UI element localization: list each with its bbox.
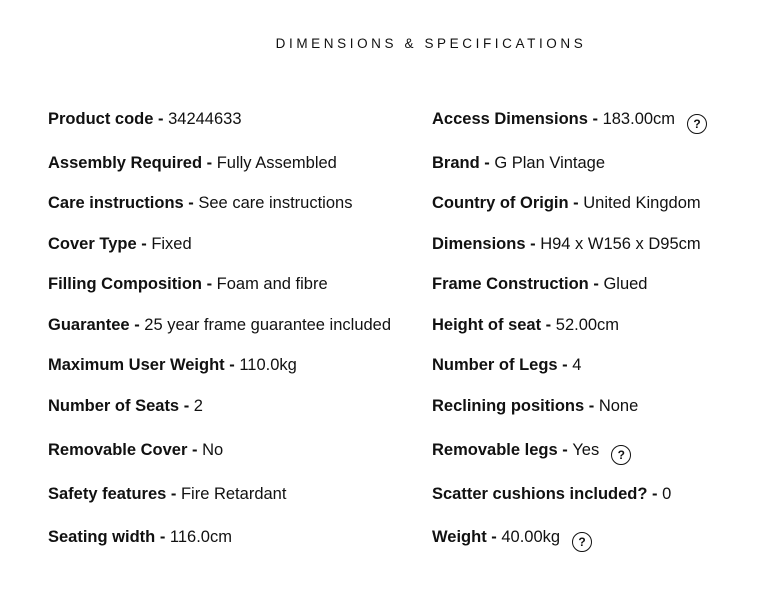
spec-label: Number of Seats - xyxy=(48,397,194,415)
spec-value: No xyxy=(202,441,224,459)
spec-dimensions xyxy=(432,234,701,254)
spec-seating-width xyxy=(48,527,232,547)
spec-cover-type xyxy=(48,234,192,254)
spec-removable-legs xyxy=(432,440,631,465)
spec-label: Reclining positions - xyxy=(432,397,599,415)
spec-value: 34244633 xyxy=(168,110,242,128)
spec-label: Safety features - xyxy=(48,485,181,503)
spec-label: Assembly Required - xyxy=(48,154,217,172)
spec-label: Scatter cushions included? - xyxy=(432,485,663,503)
spec-label: Seating width - xyxy=(48,528,170,546)
spec-value: United Kingdom xyxy=(583,194,701,212)
spec-value: 2 xyxy=(193,397,203,415)
spec-value: G Plan Vintage xyxy=(494,154,606,172)
spec-label: Height of seat - xyxy=(432,316,556,334)
help-icon[interactable]: ? xyxy=(572,532,592,552)
spec-scatter-cushions xyxy=(432,484,671,504)
spec-reclining-positions xyxy=(432,396,638,416)
spec-label: Number of Legs - xyxy=(432,356,573,374)
spec-maximum-user-weight xyxy=(48,355,297,375)
spec-value: Fire Retardant xyxy=(180,485,287,503)
spec-product-code xyxy=(48,109,242,129)
spec-value: H94 x W156 x D95cm xyxy=(540,235,701,253)
help-icon[interactable]: ? xyxy=(687,114,707,134)
spec-label: Filling Composition - xyxy=(48,275,217,293)
spec-value: 0 xyxy=(662,485,672,503)
spec-label: Product code - xyxy=(48,110,169,128)
spec-value: 183.00cm xyxy=(602,110,676,128)
spec-label: Cover Type - xyxy=(48,235,152,253)
spec-value: None xyxy=(598,397,639,415)
spec-country-of-origin xyxy=(432,193,701,213)
spec-value: 110.0kg xyxy=(239,356,297,374)
spec-value: Fully Assembled xyxy=(216,154,337,172)
spec-label: Access Dimensions - xyxy=(432,110,603,128)
spec-number-of-seats xyxy=(48,396,203,416)
spec-access-dimensions xyxy=(432,109,707,134)
spec-label: Removable Cover - xyxy=(48,441,203,459)
spec-label: Guarantee - xyxy=(48,316,145,334)
spec-label: Care instructions - xyxy=(48,194,199,212)
spec-value: 40.00kg xyxy=(501,528,561,546)
spec-label: Brand - xyxy=(432,154,495,172)
spec-value: 25 year frame guarantee included xyxy=(144,316,392,334)
spec-value: See care instructions xyxy=(198,194,353,212)
spec-value: Glued xyxy=(603,275,648,293)
spec-value: Fixed xyxy=(151,235,192,253)
spec-label: Country of Origin - xyxy=(432,194,584,212)
help-icon[interactable]: ? xyxy=(611,445,631,465)
spec-frame-construction xyxy=(432,274,647,294)
spec-number-of-legs xyxy=(432,355,581,375)
spec-label: Removable legs - xyxy=(432,441,573,459)
spec-label: Maximum User Weight - xyxy=(48,356,240,374)
spec-label: Dimensions - xyxy=(432,235,541,253)
spec-height-of-seat xyxy=(432,315,619,335)
spec-label: Weight - xyxy=(432,528,502,546)
spec-filling-composition xyxy=(48,274,328,294)
spec-guarantee xyxy=(48,315,391,335)
spec-label: Frame Construction - xyxy=(432,275,604,293)
spec-weight xyxy=(432,527,592,552)
spec-removable-cover xyxy=(48,440,223,460)
spec-care-instructions xyxy=(48,193,352,213)
spec-value: Yes xyxy=(572,441,600,459)
spec-assembly-required xyxy=(48,153,337,173)
spec-value: 116.0cm xyxy=(169,528,232,546)
spec-value: Foam and fibre xyxy=(216,275,328,293)
spec-value: 52.00cm xyxy=(555,316,620,334)
spec-brand xyxy=(432,153,605,173)
section-title: DIMENSIONS & SPECIFICATIONS xyxy=(275,36,587,51)
spec-value: 4 xyxy=(572,356,582,374)
spec-safety-features xyxy=(48,484,286,504)
